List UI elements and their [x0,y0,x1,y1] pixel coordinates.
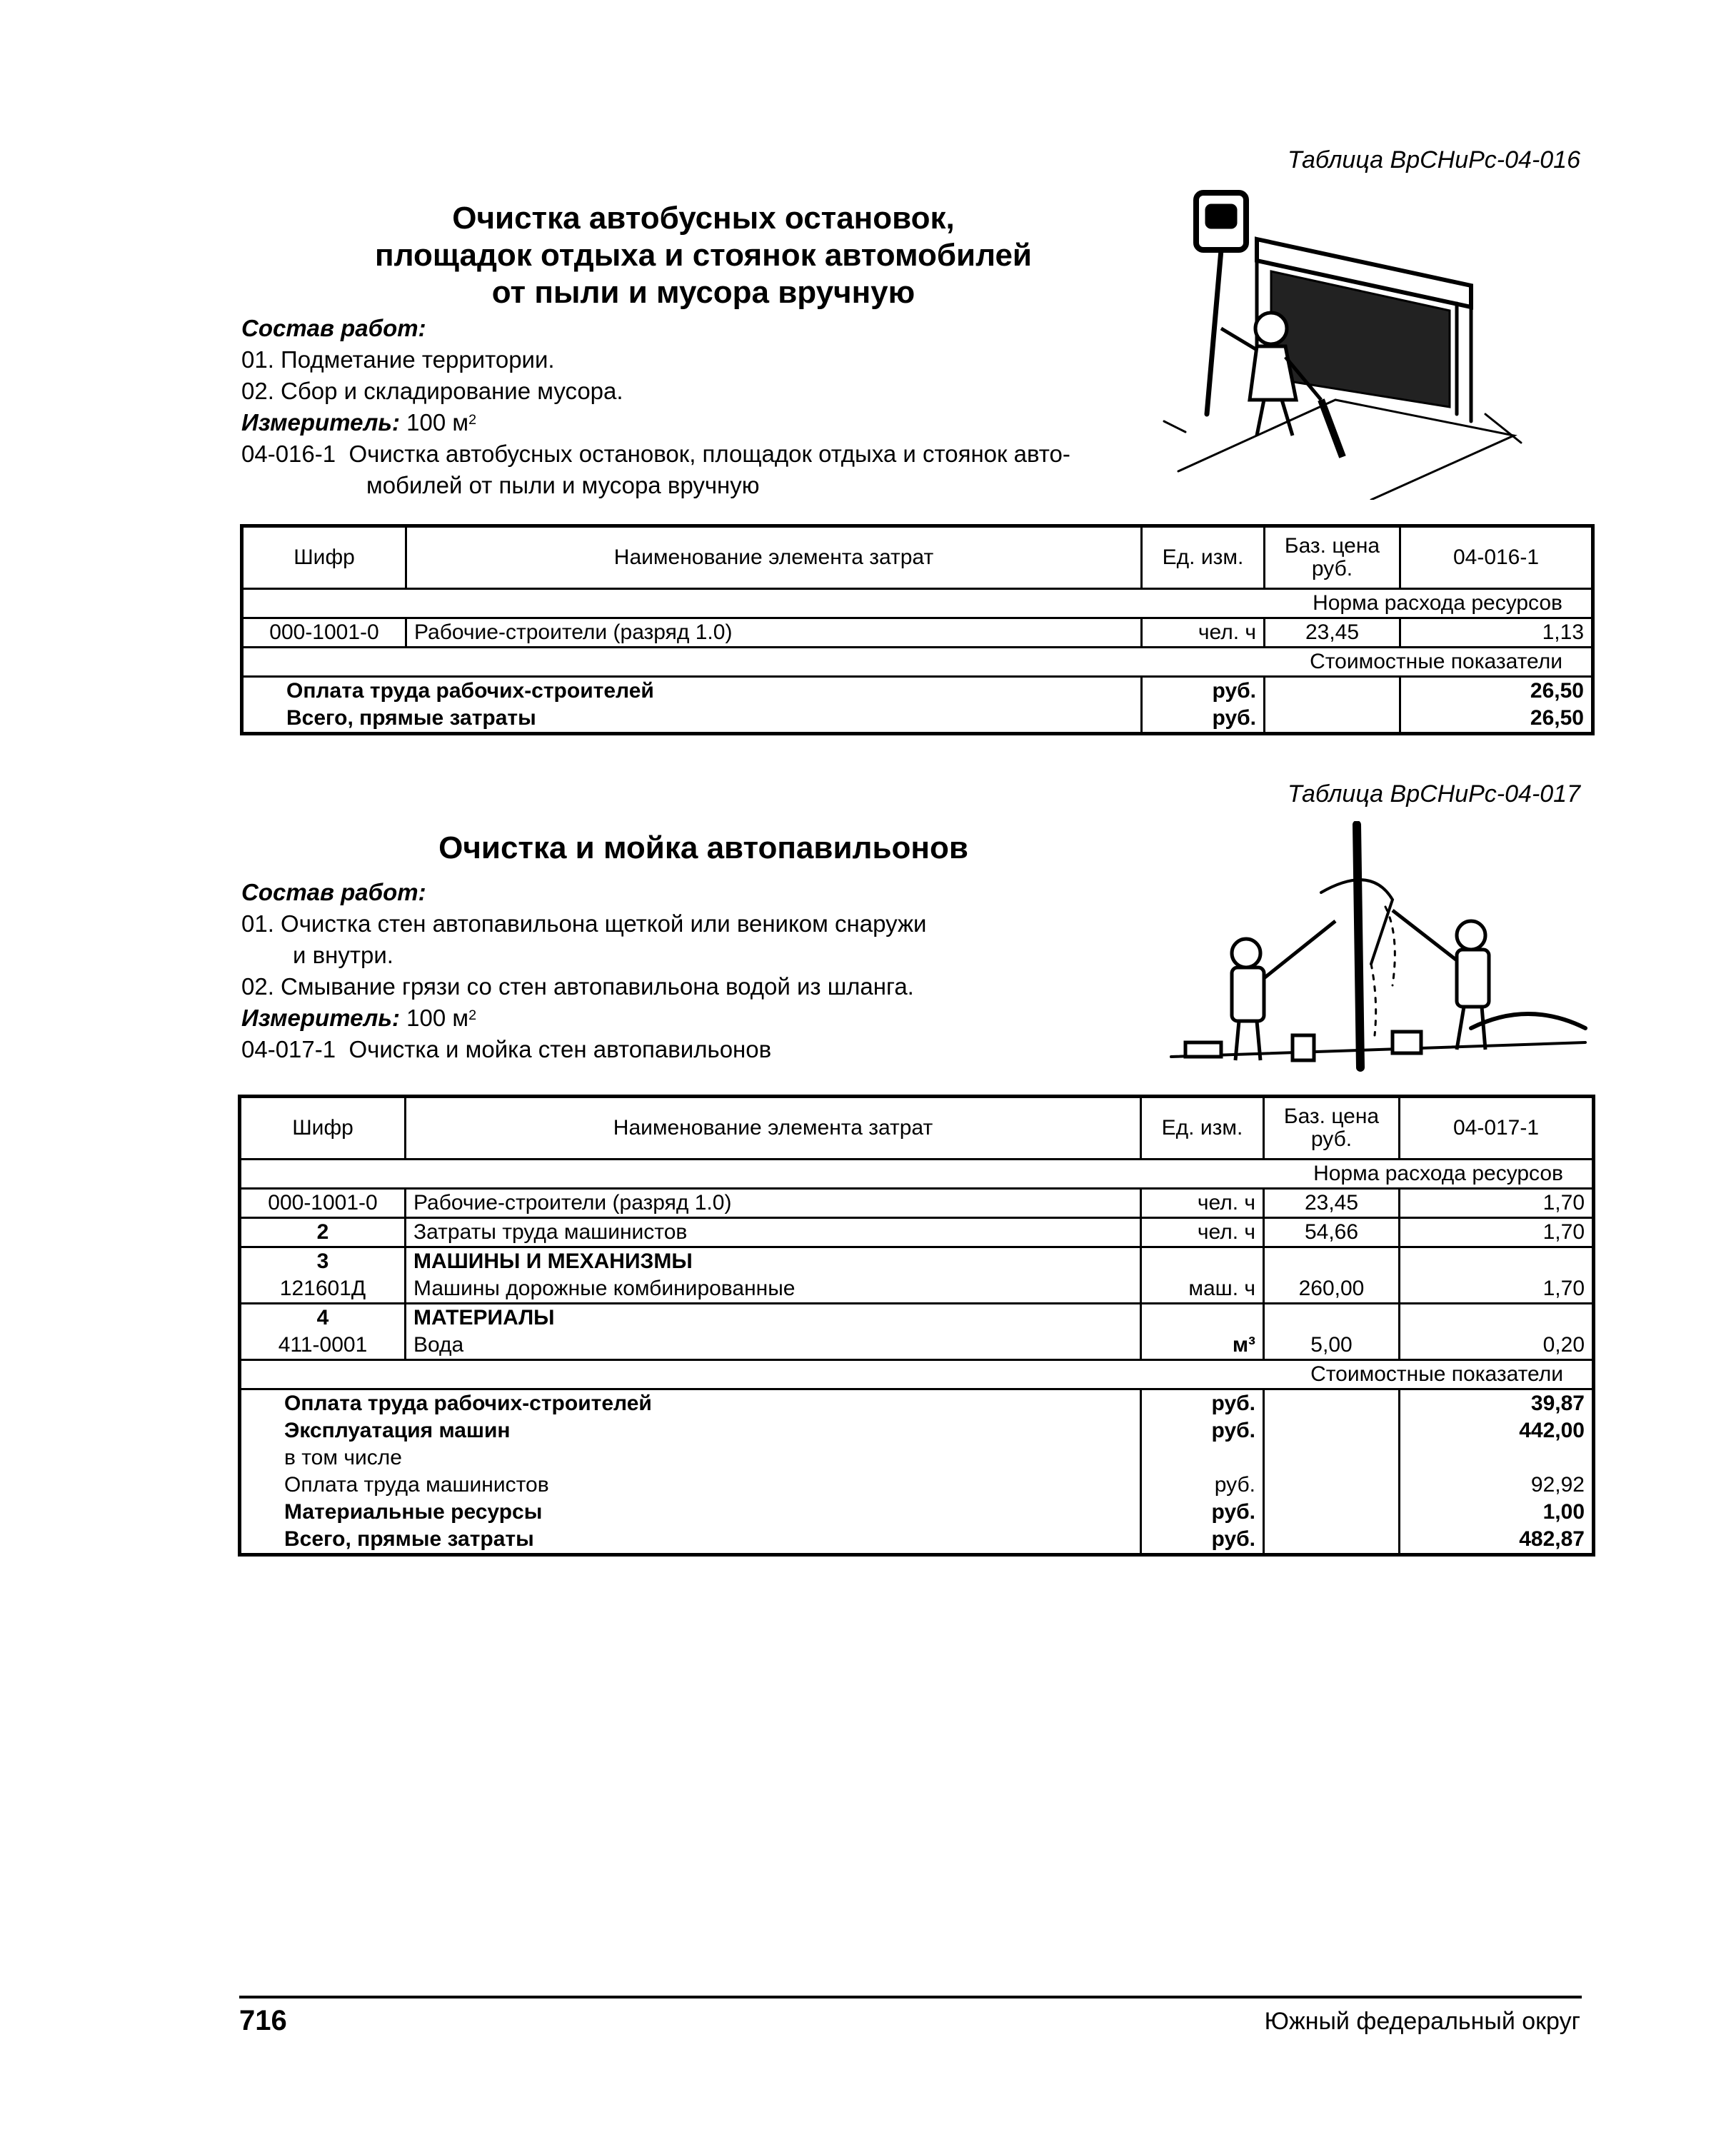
section-row [240,1160,1594,1189]
total-row [240,1417,1594,1444]
pavilion-washing-illustration [1157,821,1592,1100]
measure-line [241,407,1241,438]
cell-unit: чел. ч [1142,618,1265,648]
total-name: в том числе [240,1444,1141,1472]
header-name: Наименование элемента затрат [406,1097,1141,1160]
cell-price: 23,45 [1264,1189,1400,1218]
cell-code: 000-1001-0 [242,618,406,648]
cell-value: 1,70 [1400,1218,1594,1247]
measure-label: Измеритель: [241,409,400,436]
total-unit: руб. [1142,705,1265,734]
total-unit: руб. [1141,1526,1264,1555]
section-title-04-016 [236,200,1171,311]
cell-name: Вода [406,1332,1141,1360]
page-number: 716 [239,2005,287,2036]
total-row [240,1444,1594,1472]
title-line: площадок отдыха и стоянок автомобилей [375,238,1032,273]
total-value: 442,00 [1519,1419,1585,1442]
total-name: Оплата труда машинистов [240,1472,1141,1499]
total-value: 26,50 [1530,679,1584,703]
total-row [240,1472,1594,1499]
header-norm: 04-017-1 [1400,1097,1594,1160]
norm-section-label: Норма расхода ресурсов [242,589,1593,618]
cell-unit: м³ [1141,1332,1264,1360]
table-header-row [240,1097,1594,1160]
work-item: 01. Очистка стен автопавильона щеткой или веником снаружи [241,910,927,937]
total-value: 482,87 [1519,1527,1585,1551]
total-name: Оплата труда рабочих-строителей [242,677,1142,705]
work-item: 02. Сбор и складирование мусора. [241,378,623,404]
header-unit: Ед. изм. [1141,1097,1264,1160]
table-header-row [242,526,1593,589]
header-code: Шифр [242,526,406,589]
table-row [240,1218,1594,1247]
total-row [242,705,1593,734]
section-row [240,1360,1594,1389]
table-caption-04-017: Таблица ВрСНиРс-04-017 [1287,780,1580,808]
measure-value: 100 м [406,1005,469,1031]
section-title-04-017: Очистка и мойка автопавильонов [438,830,968,865]
cell-unit: чел. ч [1141,1218,1264,1247]
total-price [1264,1389,1400,1418]
total-price [1264,1444,1400,1472]
cost-table-04-017 [238,1095,1595,1557]
cell-unit [1141,1304,1264,1332]
cell-price: 23,45 [1265,618,1400,648]
measure-label: Измеритель: [241,1005,400,1031]
total-value: 1,00 [1542,1500,1585,1524]
header-price: Баз. цена руб. [1264,1097,1400,1160]
total-unit: руб. [1141,1417,1264,1444]
cell-code: 411-0001 [240,1332,406,1360]
cell-price [1264,1247,1400,1276]
total-name: Всего, прямые затраты [240,1526,1141,1555]
measure-line [241,1002,1241,1034]
footer-region: Южный федеральный округ [1264,2008,1580,2035]
cost-section-label: Стоимостные показатели [242,648,1593,677]
total-row [240,1389,1594,1418]
item-line [241,1034,1241,1065]
cell-name: Затраты труда машинистов [406,1218,1141,1247]
total-unit: руб. [1142,677,1265,705]
header-price: Баз. цена руб. [1265,526,1400,589]
table-row [240,1332,1594,1360]
total-unit [1141,1444,1264,1472]
cell-value: 1,13 [1542,620,1584,644]
cell-name: Рабочие-строители (разряд 1.0) [406,1189,1141,1218]
work-item: 01. Подметание территории. [241,346,555,373]
cell-price [1264,1304,1400,1332]
cell-value: 1,70 [1400,1189,1594,1218]
total-value: 92,92 [1530,1473,1585,1497]
header-name: Наименование элемента затрат [406,526,1142,589]
measure-sup: 2 [468,1007,477,1023]
section-row [242,589,1593,618]
header-code: Шифр [240,1097,406,1160]
cell-value: 0,20 [1542,1333,1585,1357]
table-row [240,1247,1594,1276]
work-item-continued: и внутри. [293,942,393,968]
cell-name: Рабочие-строители (разряд 1.0) [406,618,1142,648]
work-description-04-016 [241,313,1241,501]
total-value [1400,1444,1594,1472]
table-caption-04-016: Таблица ВрСНиРс-04-016 [1287,146,1580,174]
cell-unit: маш. ч [1141,1275,1264,1304]
cell-code: 4 [240,1304,406,1332]
norm-section-label: Норма расхода ресурсов [240,1160,1594,1189]
header-unit: Ед. изм. [1142,526,1265,589]
cell-code: 3 [240,1247,406,1276]
cost-section-label: Стоимостные показатели [240,1360,1594,1389]
item-text-continued: мобилей от пыли и мусора вручную [366,472,760,498]
table-row [242,618,1593,648]
total-price [1264,1472,1400,1499]
cell-name: МАТЕРИАЛЫ [406,1304,1141,1332]
total-value: 39,87 [1530,1392,1585,1415]
bus-stop-cleaning-illustration [1157,186,1528,500]
item-text: Очистка и мойка стен автопавильонов [348,1036,772,1062]
cell-price: 5,00 [1264,1332,1400,1360]
measure-sup: 2 [468,412,477,428]
cost-table-04-016 [240,524,1595,735]
total-unit: руб. [1141,1472,1264,1499]
cell-name: Машины дорожные комбинированные [406,1275,1141,1304]
section-row [242,648,1593,677]
cell-unit [1141,1247,1264,1276]
cell-code: 2 [240,1218,406,1247]
total-row [242,677,1593,705]
cell-code: 121601Д [240,1275,406,1304]
cell-price: 54,66 [1264,1218,1400,1247]
total-name: Оплата труда рабочих-строителей [240,1389,1141,1418]
cell-unit: чел. ч [1141,1189,1264,1218]
item-code: 04-017-1 [241,1036,336,1062]
total-unit: руб. [1141,1389,1264,1418]
cell-value: 1,70 [1400,1275,1594,1304]
work-composition-label: Состав работ: [241,879,426,905]
total-name: Всего, прямые затраты [242,705,1142,734]
table-row [240,1275,1594,1304]
item-line [241,438,1241,470]
table-row [240,1304,1594,1332]
item-text: Очистка автобусных остановок, площадок отдыха и стоянок авто- [348,441,1070,467]
total-unit: руб. [1141,1499,1264,1526]
total-price [1264,1417,1400,1444]
cell-value [1400,1304,1594,1332]
title-line: от пыли и мусора вручную [491,275,915,310]
cell-price: 260,00 [1264,1275,1400,1304]
total-price [1264,1499,1400,1526]
header-norm: 04-016-1 [1400,526,1593,589]
total-name: Эксплуатация машин [240,1417,1141,1444]
total-row [240,1499,1594,1526]
total-price [1265,705,1400,734]
footer-divider [239,1996,1582,1998]
measure-value: 100 м [406,409,469,436]
total-price [1264,1526,1400,1555]
total-value: 26,50 [1530,706,1584,730]
cell-name: МАШИНЫ И МЕХАНИЗМЫ [406,1247,1141,1276]
table-row [240,1189,1594,1218]
work-composition-label: Состав работ: [241,315,426,341]
title-line: Очистка автобусных остановок, [452,201,955,236]
work-description-04-017 [241,877,1241,1065]
item-code: 04-016-1 [241,441,336,467]
total-row [240,1526,1594,1555]
total-name: Материальные ресурсы [240,1499,1141,1526]
cell-code: 000-1001-0 [240,1189,406,1218]
work-item: 02. Смывание грязи со стен автопавильона водой из шланга. [241,973,914,1000]
total-price [1265,677,1400,705]
cell-value [1400,1247,1594,1276]
